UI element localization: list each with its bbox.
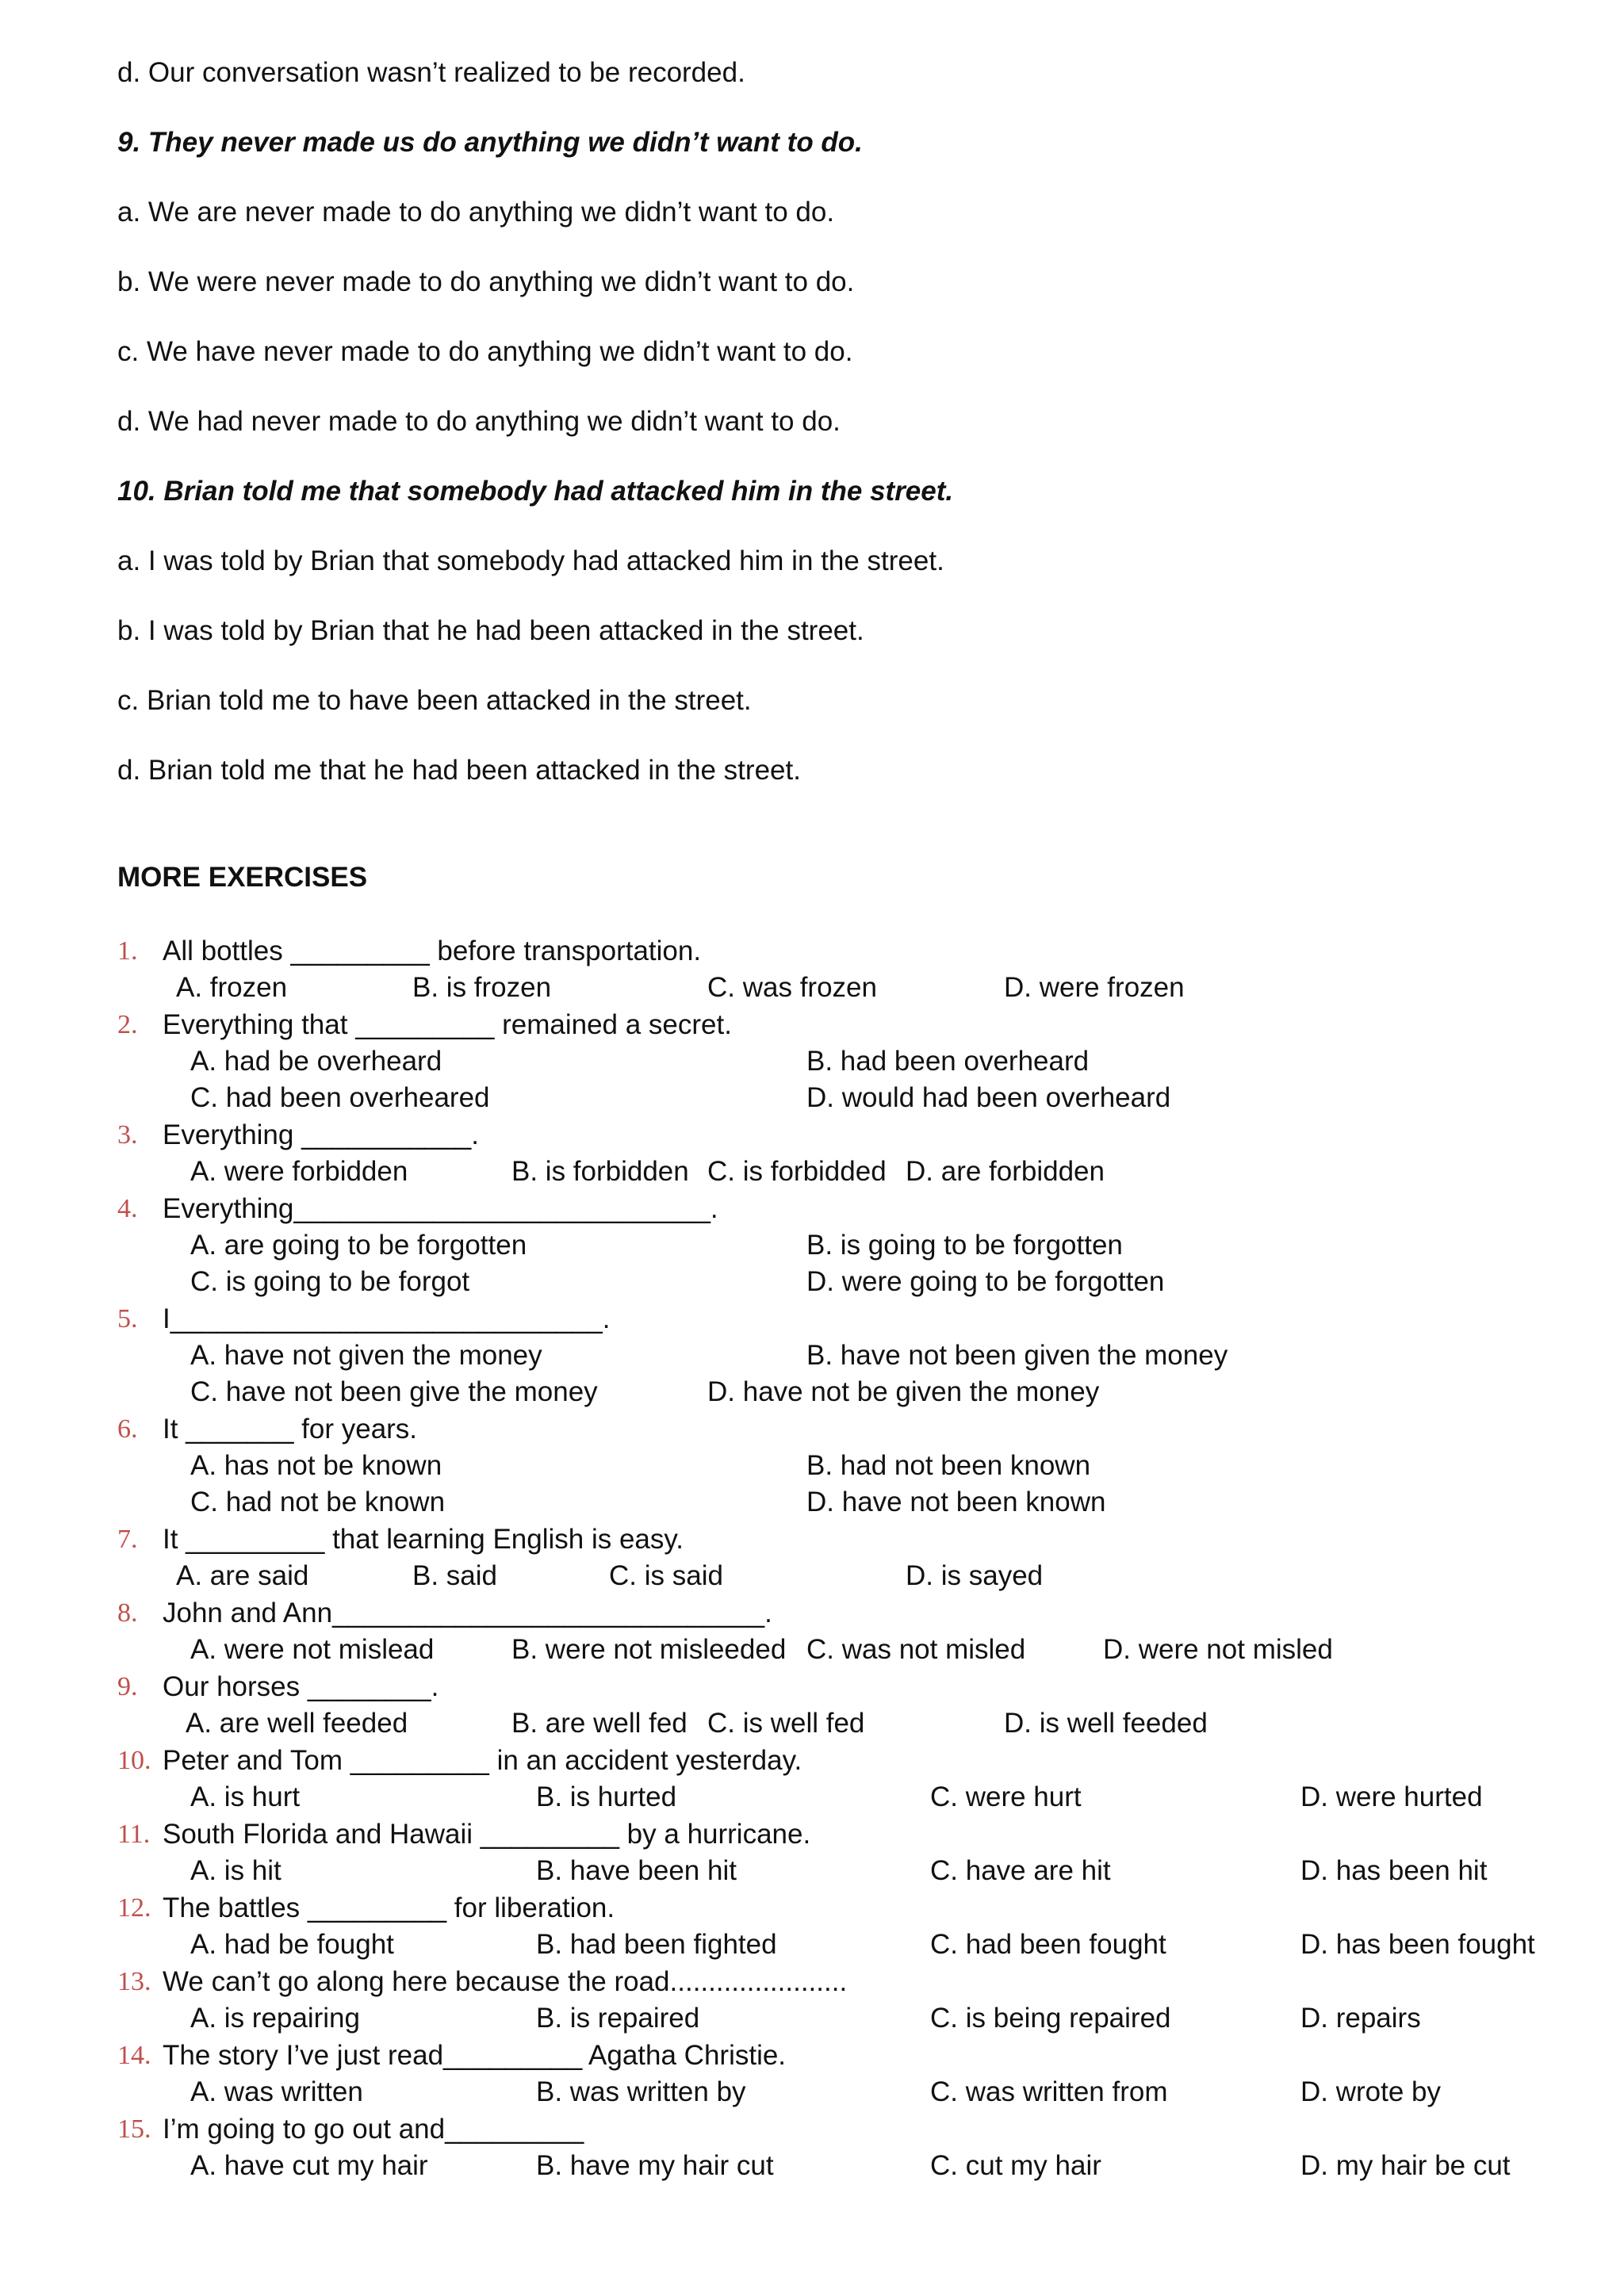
answer-option: C. had been overheared: [190, 1082, 490, 1113]
answer-option: B. is frozen: [412, 972, 552, 1003]
answer-option: D. has been hit: [1300, 1855, 1488, 1886]
question-stem: All bottles _________ before transportation.: [163, 936, 702, 966]
answer-option: D. has been fought: [1300, 1929, 1535, 1960]
answer-option: C. was written from: [930, 2076, 1168, 2107]
option-line: d. We had never made to do anything we didn’t want to do.: [117, 406, 841, 437]
answer-option: C. is well fed: [707, 1708, 865, 1739]
question-stem: Everything that _________ remained a secret.: [163, 1009, 732, 1040]
answer-option: D. would had been overheard: [806, 1082, 1171, 1113]
answer-option: D. have not been known: [806, 1487, 1106, 1517]
answer-option: B. had been fighted: [536, 1929, 777, 1960]
option-line: a. I was told by Brian that somebody had attacked him in the street.: [117, 545, 944, 576]
answer-option: A. are said: [176, 1560, 309, 1591]
question-number: 13.: [117, 1967, 151, 1996]
answer-option: C. were hurt: [930, 1781, 1082, 1812]
question-number: 4.: [117, 1194, 138, 1223]
answer-option: B. is forbidden: [511, 1156, 689, 1187]
answer-option: C. had been fought: [930, 1929, 1166, 1960]
question-stem: I’m going to go out and_________: [163, 2114, 584, 2145]
answer-option: B. said: [412, 1560, 497, 1591]
answer-option: D. my hair be cut: [1300, 2150, 1511, 2181]
question-number: 11.: [117, 1820, 151, 1849]
answer-option: A. is repairing: [190, 2003, 360, 2034]
answer-option: B. have been hit: [536, 1855, 737, 1886]
answer-option: A. has not be known: [190, 1450, 442, 1481]
option-line: d. Brian told me that he had been attacked in the street.: [117, 755, 801, 786]
option-line: d. Our conversation wasn’t realized to be recorded.: [117, 57, 745, 88]
question-number: 10.: [117, 1746, 151, 1775]
answer-option: D. is sayed: [906, 1560, 1044, 1591]
question-stem: It _______ for years.: [163, 1414, 418, 1445]
question-number: 3.: [117, 1120, 138, 1150]
answer-option: B. is repaired: [536, 2003, 700, 2034]
answer-option: D. were going to be forgotten: [806, 1266, 1165, 1297]
question-stem: It _________ that learning English is easy.: [163, 1524, 684, 1555]
answer-option: C. had not be known: [190, 1487, 446, 1517]
answer-option: A. have cut my hair: [190, 2150, 428, 2181]
question-number: 7.: [117, 1525, 138, 1554]
answer-option: A. is hit: [190, 1855, 282, 1886]
answer-option: B. is hurted: [536, 1781, 677, 1812]
answer-option: D. wrote by: [1300, 2076, 1441, 2107]
answer-option: B. have my hair cut: [536, 2150, 774, 2181]
question-number: 1.: [117, 936, 138, 966]
question-stem: I____________________________.: [163, 1303, 611, 1334]
question-number: 9.: [117, 1672, 138, 1701]
answer-option: D. were frozen: [1004, 972, 1185, 1003]
question-line: 10. Brian told me that somebody had attacked him in the street.: [117, 476, 954, 507]
answer-option: B. had been overheard: [806, 1046, 1090, 1077]
answer-option: C. was not misled: [806, 1634, 1026, 1665]
question-number: 15.: [117, 2114, 151, 2144]
question-stem: Everything ___________.: [163, 1119, 479, 1150]
answer-option: B. had not been known: [806, 1450, 1091, 1481]
question-number: 14.: [117, 2041, 151, 2070]
answer-option: A. is hurt: [190, 1781, 301, 1812]
question-stem: John and Ann____________________________.: [163, 1598, 772, 1628]
answer-option: B. was written by: [536, 2076, 746, 2107]
answer-option: A. was written: [190, 2076, 363, 2107]
answer-option: D. repairs: [1300, 2003, 1421, 2034]
answer-option: C. have are hit: [930, 1855, 1111, 1886]
option-line: c. We have never made to do anything we didn’t want to do.: [117, 336, 853, 367]
answer-option: B. were not misleeded: [511, 1634, 787, 1665]
answer-option: D. were not misled: [1103, 1634, 1333, 1665]
question-number: 6.: [117, 1414, 138, 1444]
answer-option: A. have not given the money: [190, 1340, 542, 1371]
answer-option: A. were not mislead: [190, 1634, 435, 1665]
section-heading: MORE EXERCISES: [117, 862, 368, 893]
answer-option: C. was frozen: [707, 972, 877, 1003]
answer-option: A. had be fought: [190, 1929, 394, 1960]
answer-option: D. have not be given the money: [707, 1376, 1100, 1407]
answer-option: A. had be overheard: [190, 1046, 442, 1077]
answer-option: D. are forbidden: [906, 1156, 1105, 1187]
answer-option: A. are well feeded: [186, 1708, 408, 1739]
answer-option: B. is going to be forgotten: [806, 1230, 1123, 1261]
answer-option: B. are well fed: [511, 1708, 688, 1739]
answer-option: C. is going to be forgot: [190, 1266, 470, 1297]
answer-option: A. frozen: [176, 972, 288, 1003]
answer-option: C. have not been give the money: [190, 1376, 598, 1407]
question-line: 9. They never made us do anything we didn’t want to do.: [117, 127, 863, 158]
option-line: b. I was told by Brian that he had been attacked in the street.: [117, 615, 864, 646]
answer-option: C. is being repaired: [930, 2003, 1171, 2034]
question-stem: Everything___________________________.: [163, 1193, 718, 1224]
question-stem: The battles _________ for liberation.: [163, 1892, 615, 1923]
option-line: b. We were never made to do anything we didn’t want to do.: [117, 266, 855, 297]
question-number: 2.: [117, 1010, 138, 1039]
question-number: 12.: [117, 1893, 151, 1923]
answer-option: C. cut my hair: [930, 2150, 1101, 2181]
answer-option: A. were forbidden: [190, 1156, 408, 1187]
answer-option: C. is forbidded: [707, 1156, 887, 1187]
question-number: 5.: [117, 1304, 138, 1334]
answer-option: C. is said: [609, 1560, 723, 1591]
option-line: a. We are never made to do anything we didn’t want to do.: [117, 197, 835, 228]
question-stem: We can’t go along here because the road.......................: [163, 1966, 848, 1997]
question-stem: South Florida and Hawaii _________ by a hurricane.: [163, 1819, 811, 1850]
answer-option: A. are going to be forgotten: [190, 1230, 527, 1261]
question-stem: Our horses ________.: [163, 1671, 439, 1702]
question-number: 8.: [117, 1598, 138, 1628]
answer-option: D. were hurted: [1300, 1781, 1483, 1812]
answer-option: B. have not been given the money: [806, 1340, 1228, 1371]
answer-option: D. is well feeded: [1004, 1708, 1208, 1739]
question-stem: Peter and Tom _________ in an accident yesterday.: [163, 1745, 802, 1776]
question-stem: The story I’ve just read_________ Agatha Christie.: [163, 2040, 787, 2071]
option-line: c. Brian told me to have been attacked in the street.: [117, 685, 752, 716]
